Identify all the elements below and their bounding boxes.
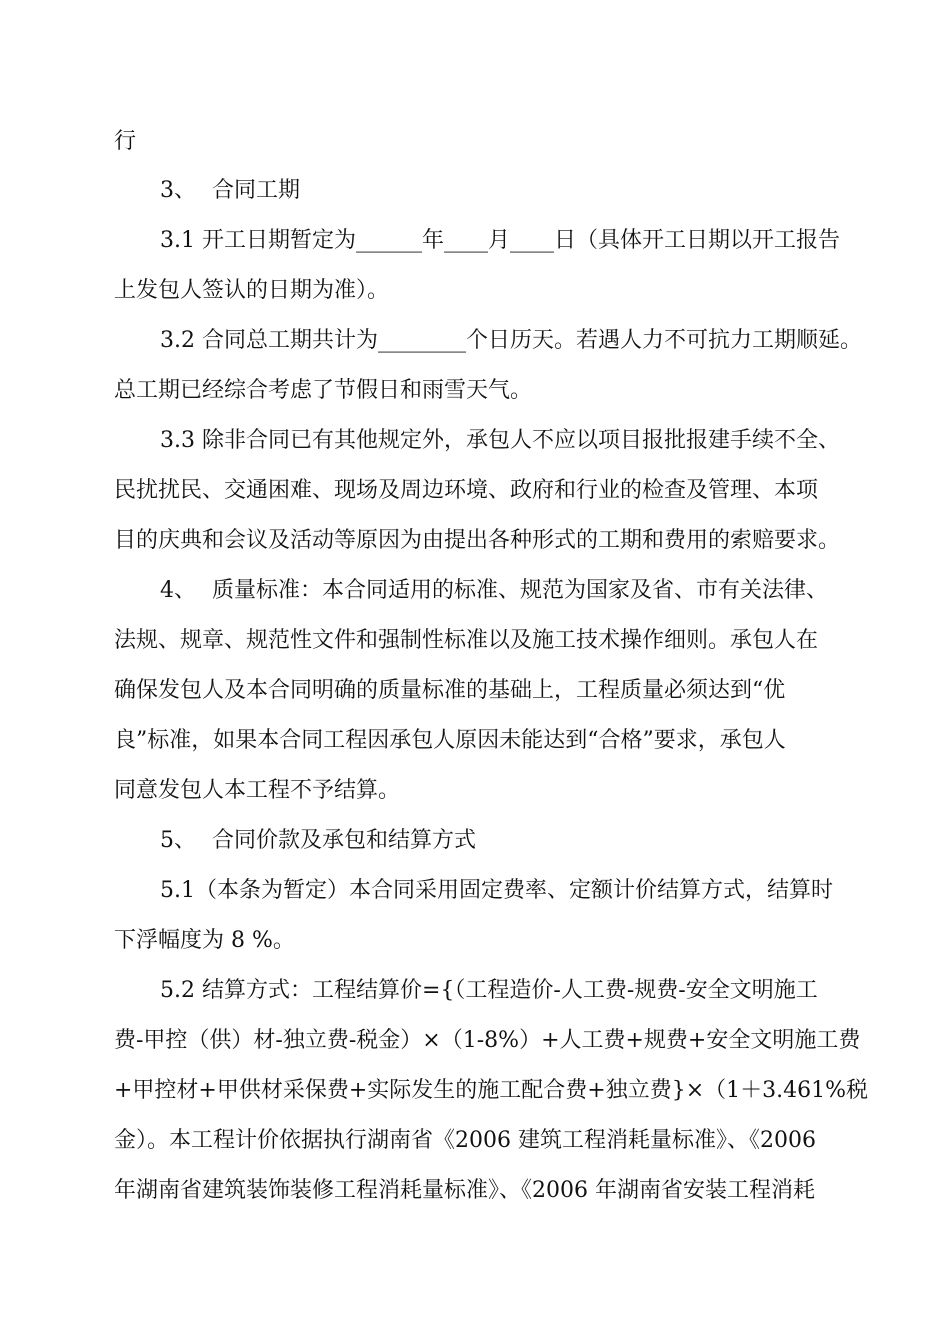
text-line: 3.2 合同总工期共计为________个日历天。若遇人力不可抗力工期顺延。: [160, 328, 862, 353]
text-line: 金）。本工程计价依据执行湖南省《2006 建筑工程消耗量标准》、《2006: [114, 1128, 816, 1153]
text-line: 目的庆典和会议及活动等原因为由提出各种形式的工期和费用的索赔要求。: [114, 528, 841, 553]
section-heading-3: [160, 176, 920, 206]
text-line: 同意发包人本工程不予结算。: [114, 778, 401, 803]
section-number: 5、: [160, 828, 196, 853]
section-title: 合同工期: [212, 178, 301, 203]
text-line: 上发包人签认的日期为准）。: [114, 278, 390, 303]
text-line: 良”标准，如果本合同工程因承包人原因未能达到“合格”要求，承包人: [114, 728, 786, 753]
text-line: 确保发包人及本合同明确的质量标准的基础上，工程质量必须达到“优: [114, 678, 786, 703]
text-line: 费-甲控（供）材-独立费-税金）×（1-8%）+人工费+规费+安全文明施工费: [114, 1028, 861, 1053]
text-line: 下浮幅度为 8 %。: [114, 928, 295, 953]
section-number: 3、: [160, 178, 196, 203]
text-line: 5.2 结算方式：工程结算价={（工程造价-人工费-规费-安全文明施工: [160, 978, 818, 1003]
text-line: 3.1 开工日期暂定为______年____月____日（具体开工日期以开工报告: [160, 228, 840, 253]
text-line: 年湖南省建筑装饰装修工程消耗量标准》、《2006 年湖南省安装工程消耗: [114, 1178, 815, 1203]
text-line: +甲控材+甲供材采保费+实际发生的施工配合费+独立费}×（1＋3.461%税: [114, 1078, 869, 1103]
text-line: 5.1（本条为暂定）本合同采用固定费率、定额计价结算方式，结算时: [160, 878, 833, 903]
section-number: 4、: [160, 578, 196, 603]
text-line: 行: [114, 129, 137, 154]
section-title: 合同价款及承包和结算方式: [212, 828, 477, 853]
text-line: 总工期已经综合考虑了节假日和雨雪天气。: [114, 378, 533, 403]
text-line: 3.3 除非合同已有其他规定外，承包人不应以项目报批报建手续不全、: [160, 428, 840, 453]
text-line: 法规、规章、规范性文件和强制性标准以及施工技术操作细则。承包人在: [114, 628, 819, 653]
text-line: 民扰扰民、交通困难、现场及周边环境、政府和行业的检查及管理、本项: [114, 478, 819, 503]
section-heading-4: [160, 576, 920, 606]
text-line: 质量标准：本合同适用的标准、规范为国家及省、市有关法律、: [212, 578, 829, 603]
section-heading-5: [160, 826, 920, 856]
